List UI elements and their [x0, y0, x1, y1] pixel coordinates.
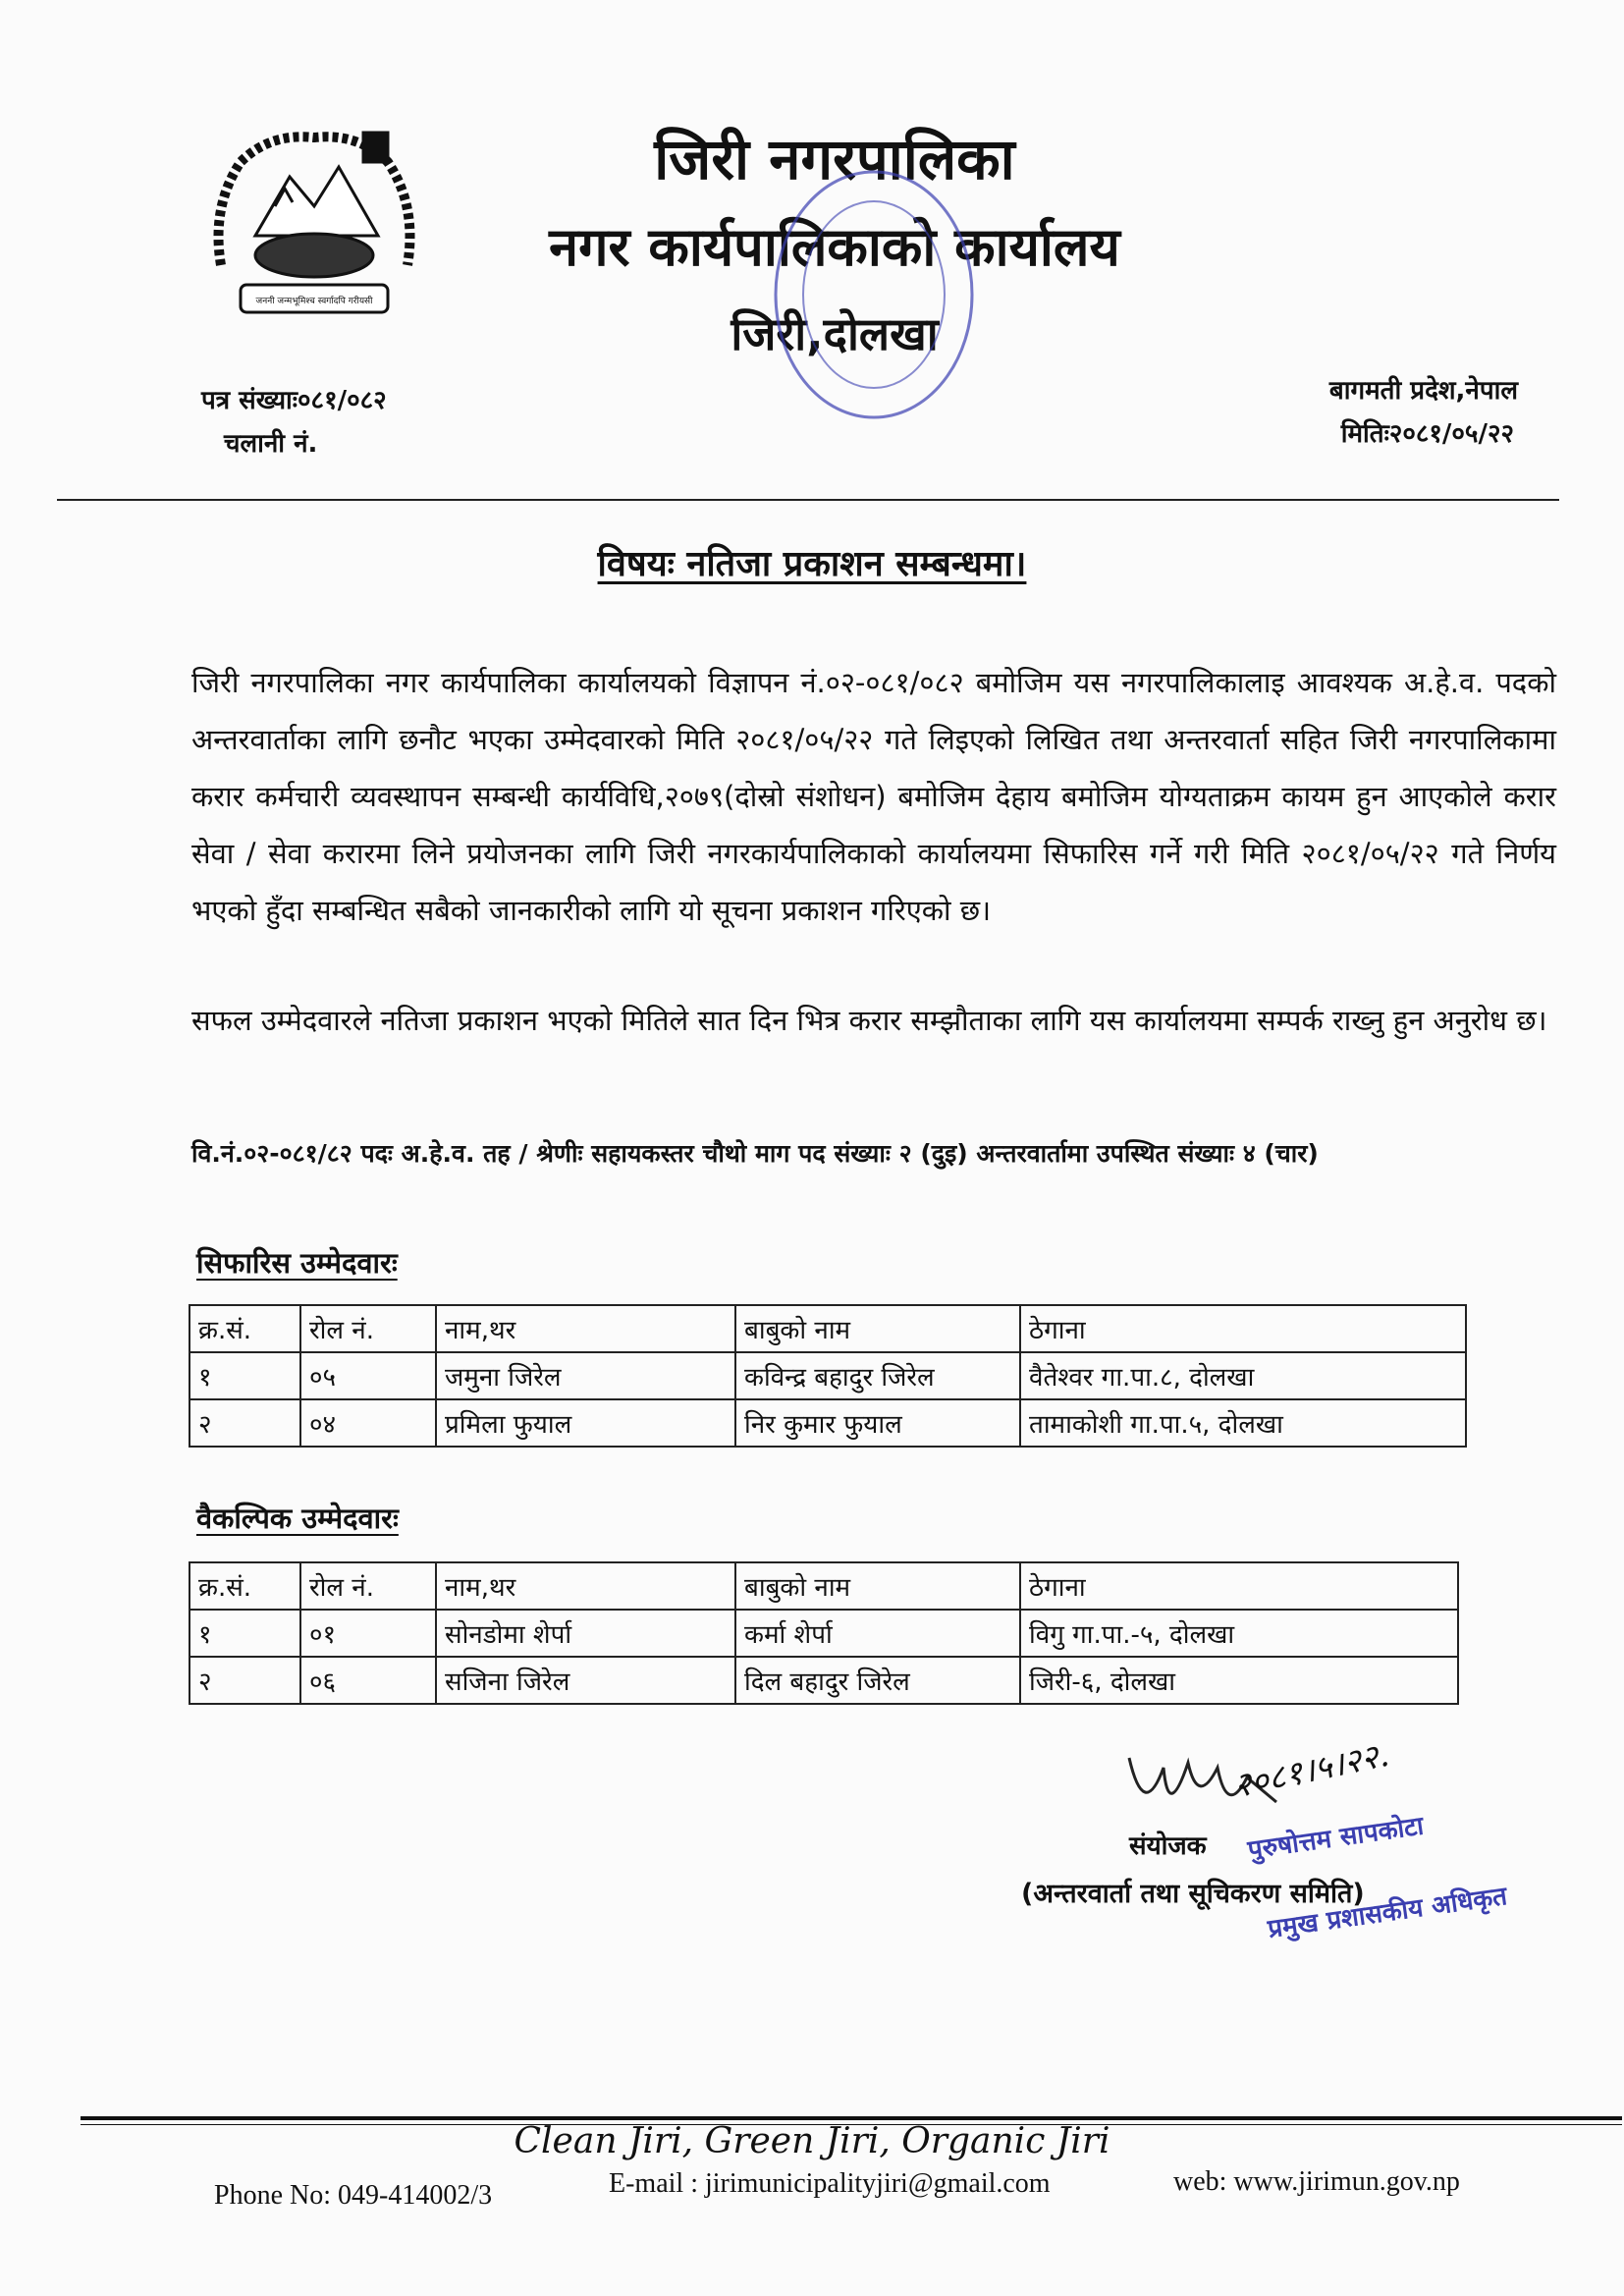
column-header: क्र.सं.: [189, 1305, 300, 1352]
serial-cell: २: [189, 1657, 300, 1704]
address-cell: वैतेश्वर गा.पा.८, दोलखा: [1020, 1352, 1466, 1399]
column-header: रोल नं.: [300, 1562, 436, 1610]
footer-phone: Phone No: 049-414002/3: [214, 2180, 493, 2211]
address-cell: जिरी-६, दोलखा: [1020, 1657, 1458, 1704]
letter-date: मितिः२०८१/०५/२२: [1340, 419, 1514, 449]
roll-cell: ०४: [300, 1399, 436, 1447]
dispatch-number: चलानी नं.: [224, 429, 318, 459]
notice-paragraph-1: जिरी नगरपालिका नगर कार्यपालिका कार्यालयको विज्ञापन नं.०२-०८१/०८२ बमोजिम यस नगरपालिकालाइ आवश्यक अ.हे.व. पदको अन्तरवार्ताका लागि छनौट भएका उम्मेदवारको मिति २०८१/०५/२२ गते लिइएको लिखित तथा अन्तरवार्ता सहित जिरी नगरपालिकामा करार कर्मचारी व्यवस्थापन सम्बन्धी कार्यविधि,२०७९(दोस्रो संशोधन) बमोजिम देहाय बमोजिम योग्यताक्रम कायम हुन आएकोले करार सेवा / सेवा करारमा लिने प्रयोजनका लागि जिरी नगरकार्यपालिकाको कार्यालयमा सिफारिस गर्ने गरी मिति २०८१/०५/२२ गते निर्णय भएको हुँदा सम्बन्धित सबैको जानकारीको लागि यो सूचना प्रकाशन गरिएको छ।: [191, 666, 1556, 927]
column-header: ठेगाना: [1020, 1305, 1466, 1352]
nepal-emblem: [201, 118, 427, 329]
address-cell: विगु गा.पा.-५, दोलखा: [1020, 1610, 1458, 1657]
column-header: नाम,थर: [436, 1305, 735, 1352]
table-header-row: [189, 1562, 1458, 1610]
footer-divider: [81, 2116, 1622, 2120]
roll-cell: ०५: [300, 1352, 436, 1399]
office-location: जिरी,दोलखा: [731, 307, 939, 360]
footer-email[interactable]: E-mail : jirimunicipalityjiri@gmail.com: [609, 2168, 1051, 2199]
official-stamp-name: पुरुषोत्तम सापकोटा: [1246, 1811, 1426, 1866]
header-divider: [57, 499, 1559, 501]
official-stamp-title: प्रमुख प्रशासकीय अधिकृत: [1266, 1882, 1509, 1944]
name-cell: सजिना जिरेल: [436, 1657, 735, 1704]
father-name-cell: कविन्द्र बहादुर जिरेल: [735, 1352, 1020, 1399]
name-cell: सोनडोमा शेर्पा: [436, 1610, 735, 1657]
table-row: [189, 1352, 1466, 1399]
office-stamp: [756, 147, 992, 442]
footer-website[interactable]: web: www.jirimun.gov.np: [1173, 2166, 1460, 2197]
serial-cell: २: [189, 1399, 300, 1447]
office-name: नगर कार्यपालिकाको कार्यालय: [549, 216, 1120, 278]
roll-cell: ०१: [300, 1610, 436, 1657]
column-header: क्र.सं.: [189, 1562, 300, 1610]
emblem-motto: जननी जन्मभूमिश्च स्वर्गादपि गरीयसी: [255, 297, 373, 306]
name-cell: प्रमिला फुयाल: [436, 1399, 735, 1447]
column-header: बाबुको नाम: [735, 1305, 1020, 1352]
name-cell: जमुना जिरेल: [436, 1352, 735, 1399]
notice-paragraph-2: सफल उम्मेदवारले नतिजा प्रकाशन भएको मितिले सात दिन भित्र करार सम्झौताका लागि यस कार्यालयमा सम्पर्क राख्नु हुन अनुरोध छ।: [191, 1004, 1547, 1037]
signatory-role: संयोजक: [1129, 1831, 1207, 1861]
footer-slogan: Clean Jiri, Green Jiri, Organic Jiri: [514, 2121, 1110, 2161]
address-cell: तामाकोशी गा.पा.५, दोलखा: [1020, 1399, 1466, 1447]
alternate-candidates-table: [189, 1561, 1459, 1705]
column-header: रोल नं.: [300, 1305, 436, 1352]
recommended-candidates-table: [189, 1304, 1467, 1448]
father-name-cell: कर्मा शेर्पा: [735, 1610, 1020, 1657]
father-name-cell: दिल बहादुर जिरेल: [735, 1657, 1020, 1704]
province-name: बागमती प्रदेश,नेपाल: [1328, 376, 1518, 406]
subject-line: विषयः नतिजा प्रकाशन सम्बन्धमा।: [597, 544, 1027, 584]
roll-cell: ०६: [300, 1657, 436, 1704]
handwritten-date: २०८१।५।२२.: [1230, 1734, 1393, 1807]
column-header: नाम,थर: [436, 1562, 735, 1610]
table-row: [189, 1399, 1466, 1447]
column-header: ठेगाना: [1020, 1562, 1458, 1610]
table-row: [189, 1610, 1458, 1657]
committee-name: (अन्तरवार्ता तथा सूचिकरण समिति): [1021, 1879, 1365, 1909]
serial-cell: १: [189, 1352, 300, 1399]
column-header: बाबुको नाम: [735, 1562, 1020, 1610]
recommended-heading: सिफारिस उम्मेदवारः: [196, 1246, 398, 1280]
municipality-name: जिरी नगरपालिका: [654, 126, 1015, 192]
vacancy-details: वि.नं.०२-०८१/८२ पदः अ.हे.व. तह / श्रेणीः सहायकस्तर चौथो माग पद संख्याः २ (दुइ) अन्तरवार्तामा उपस्थित संख्याः ४ (चार): [191, 1139, 1319, 1168]
reference-number: पत्र संख्याः०८१/०८२: [201, 386, 387, 415]
signature-block: [1021, 1728, 1561, 1954]
table-row: [189, 1657, 1458, 1704]
table-header-row: [189, 1305, 1466, 1352]
father-name-cell: निर कुमार फुयाल: [735, 1399, 1020, 1447]
serial-cell: १: [189, 1610, 300, 1657]
alternate-heading: वैकल्पिक उम्मेदवारः: [196, 1502, 399, 1535]
